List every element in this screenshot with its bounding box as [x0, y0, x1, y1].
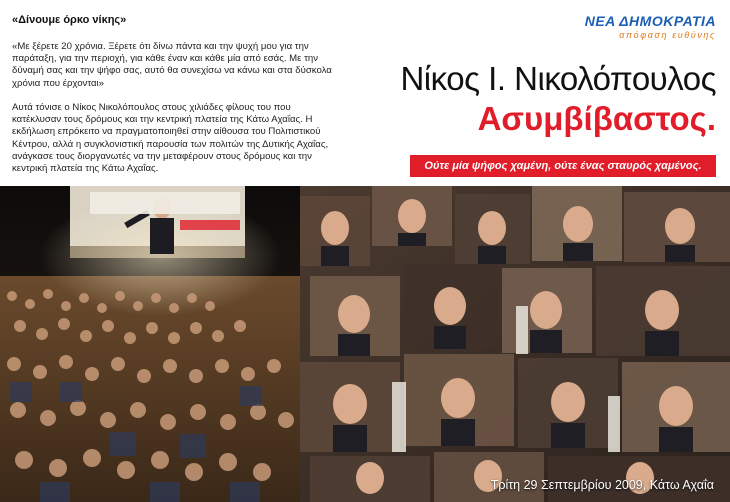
lead-quote: «Δίνουμε όρκο νίκης»: [12, 14, 127, 26]
event-photo-collage: [0, 186, 730, 502]
party-name: ΝΕΑ ΔΗΜΟΚΡΑΤΙΑ: [584, 13, 716, 29]
report-paragraph: Αυτά τόνισε ο Νίκος Νικολόπουλος στους χιλιάδες φίλους του που κατέκλυσαν τους δρόμους και την κεντρική πλατεία της Κάτω Αχαΐας. Η εκδήλωση επρόκειτο να πραγματοποιηθεί στην αίθουσα του Πολιτιστικού Κέντρου, αλλά η συγκλονιστική παρουσία των πολιτών της Δυτικής Αχαΐας, ανάγκασε τους διοργανωτές να την μεταφέρουν στους δρόμους και την κεντρική πλατεία της Κάτω Αχαΐας.: [12, 102, 329, 175]
candidate-slogan: Ασυμβίβαστος.: [477, 100, 716, 137]
quote-paragraph: «Με ξέρετε 20 χρόνια. Ξέρετε ότι δίνω πάντα και την ψυχή μου για την παράταξη, για την περιοχή, για κάθε έναν και κάθε μία από εσάς. Με την δύναμή σας και την ψήφο σας, αυτό θα συνεχίσω να κάνω και στα δύσκολα χρόνια που έρχονται»: [12, 41, 332, 89]
photo-caption: Τρίτη 29 Σεπτεμβρίου 2009, Κάτω Αχαΐα: [490, 478, 714, 492]
party-logo: [585, 13, 716, 40]
party-tagline: απόφαση ευθύνης: [619, 30, 716, 40]
photo-collage-art: [0, 186, 730, 502]
red-bar-text: Ούτε μία ψήφος χαμένη, ούτε ένας σταυρός χαμένος.: [424, 160, 702, 172]
text-section: [0, 0, 730, 186]
candidate-name: Νίκος Ι. Νικολόπουλος: [400, 60, 716, 97]
red-slogan-bar: [410, 155, 716, 177]
